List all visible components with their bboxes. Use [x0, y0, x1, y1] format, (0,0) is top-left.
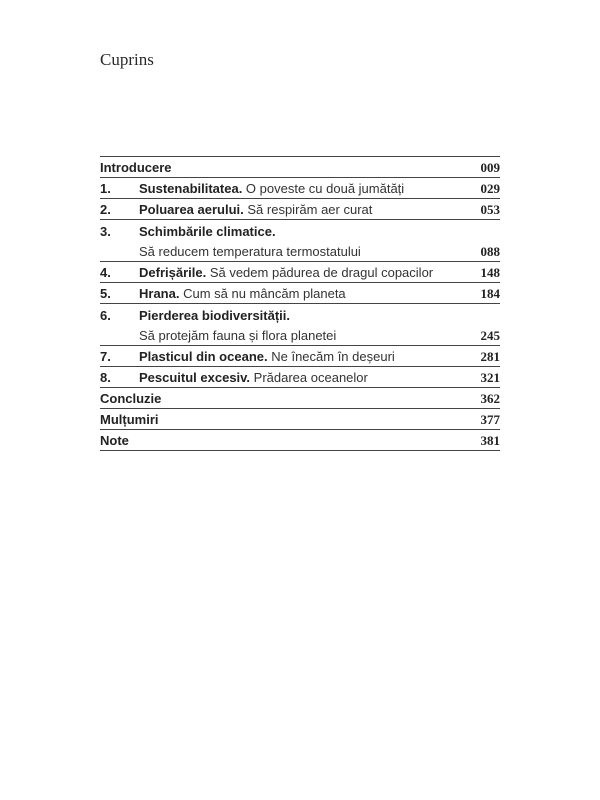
page-title: Cuprins [100, 50, 154, 69]
toc-subtitle: Cum să nu mâncăm planeta [179, 286, 346, 301]
toc-entry-text [139, 265, 481, 280]
toc-row-chapter-7[interactable] [100, 346, 500, 367]
toc-subtitle: Să protejăm fauna și flora planetei [139, 328, 337, 343]
toc-chapter-number: 3. [100, 224, 111, 239]
toc-row-concluzie[interactable] [100, 388, 500, 409]
toc-chapter-number: 4. [100, 265, 111, 280]
toc-page-number: 148 [480, 265, 500, 280]
toc-subtitle: Să vedem pădurea de dragul copacilor [206, 265, 434, 280]
toc-subtitle: Să respirăm aer curat [243, 202, 373, 217]
toc-row-introducere[interactable] [100, 157, 500, 178]
toc-entry-text [100, 412, 481, 427]
toc-page-number: 184 [480, 286, 500, 301]
toc-page-number: 281 [480, 349, 500, 364]
toc-entry-text [139, 308, 500, 323]
toc-row-chapter-3[interactable] [100, 220, 500, 241]
toc-entry-text [139, 370, 481, 385]
toc-page-number: 377 [480, 412, 500, 427]
toc-entry-text [139, 224, 500, 239]
toc-page-number: 245 [480, 328, 500, 343]
toc-row-multumiri[interactable] [100, 409, 500, 430]
toc-chapter-number: 5. [100, 286, 111, 301]
toc-chapter-number: 8. [100, 370, 111, 385]
toc-page-number: 381 [480, 433, 500, 448]
toc-title: Poluarea aerului. [139, 202, 244, 217]
toc-page-number: 053 [480, 202, 500, 217]
toc-entry-text [100, 328, 481, 343]
toc-row-chapter-6-continued[interactable] [100, 325, 500, 346]
toc-title: Pierderea biodiversității. [139, 308, 291, 323]
toc-title: Concluzie [100, 391, 162, 406]
toc-entry-text [100, 160, 481, 175]
toc-entry-text [139, 202, 481, 217]
toc-title: Pescuitul excesiv. [139, 370, 251, 385]
toc-page-number: 088 [480, 244, 500, 259]
toc-page-number: 029 [480, 181, 500, 196]
toc-entry-text [139, 349, 481, 364]
toc-title: Introducere [100, 160, 172, 175]
toc-title: Schimbările climatice. [139, 224, 276, 239]
toc-title: Sustenabilitatea. [139, 181, 243, 196]
toc-chapter-number: 2. [100, 202, 111, 217]
toc-subtitle: O poveste cu două jumătăți [242, 181, 405, 196]
toc-chapter-number: 7. [100, 349, 111, 364]
toc-title: Mulțumiri [100, 412, 159, 427]
toc-page-number: 321 [480, 370, 500, 385]
toc-row-chapter-5[interactable] [100, 283, 500, 304]
table-of-contents [100, 156, 500, 451]
toc-chapter-number: 6. [100, 308, 111, 323]
toc-page-number: 362 [480, 391, 500, 406]
toc-chapter-number: 1. [100, 181, 111, 196]
toc-title: Note [100, 433, 129, 448]
toc-title: Plasticul din oceane. [139, 349, 268, 364]
toc-entry-text [139, 181, 481, 196]
toc-row-chapter-3-continued[interactable] [100, 241, 500, 262]
toc-subtitle: Prădarea oceanelor [250, 370, 368, 385]
toc-row-chapter-1[interactable] [100, 178, 500, 199]
toc-page-number: 009 [480, 160, 500, 175]
toc-subtitle: Ne înecăm în deșeuri [267, 349, 395, 364]
toc-row-chapter-2[interactable] [100, 199, 500, 220]
toc-row-note[interactable] [100, 430, 500, 451]
toc-row-chapter-4[interactable] [100, 262, 500, 283]
toc-entry-text [100, 244, 481, 259]
toc-entry-text [100, 391, 481, 406]
toc-title: Defrișările. [139, 265, 207, 280]
toc-subtitle: Să reducem temperatura termostatului [139, 244, 361, 259]
toc-entry-text [139, 286, 481, 301]
toc-entry-text [100, 433, 481, 448]
toc-row-chapter-6[interactable] [100, 304, 500, 325]
toc-title: Hrana. [139, 286, 180, 301]
toc-row-chapter-8[interactable] [100, 367, 500, 388]
